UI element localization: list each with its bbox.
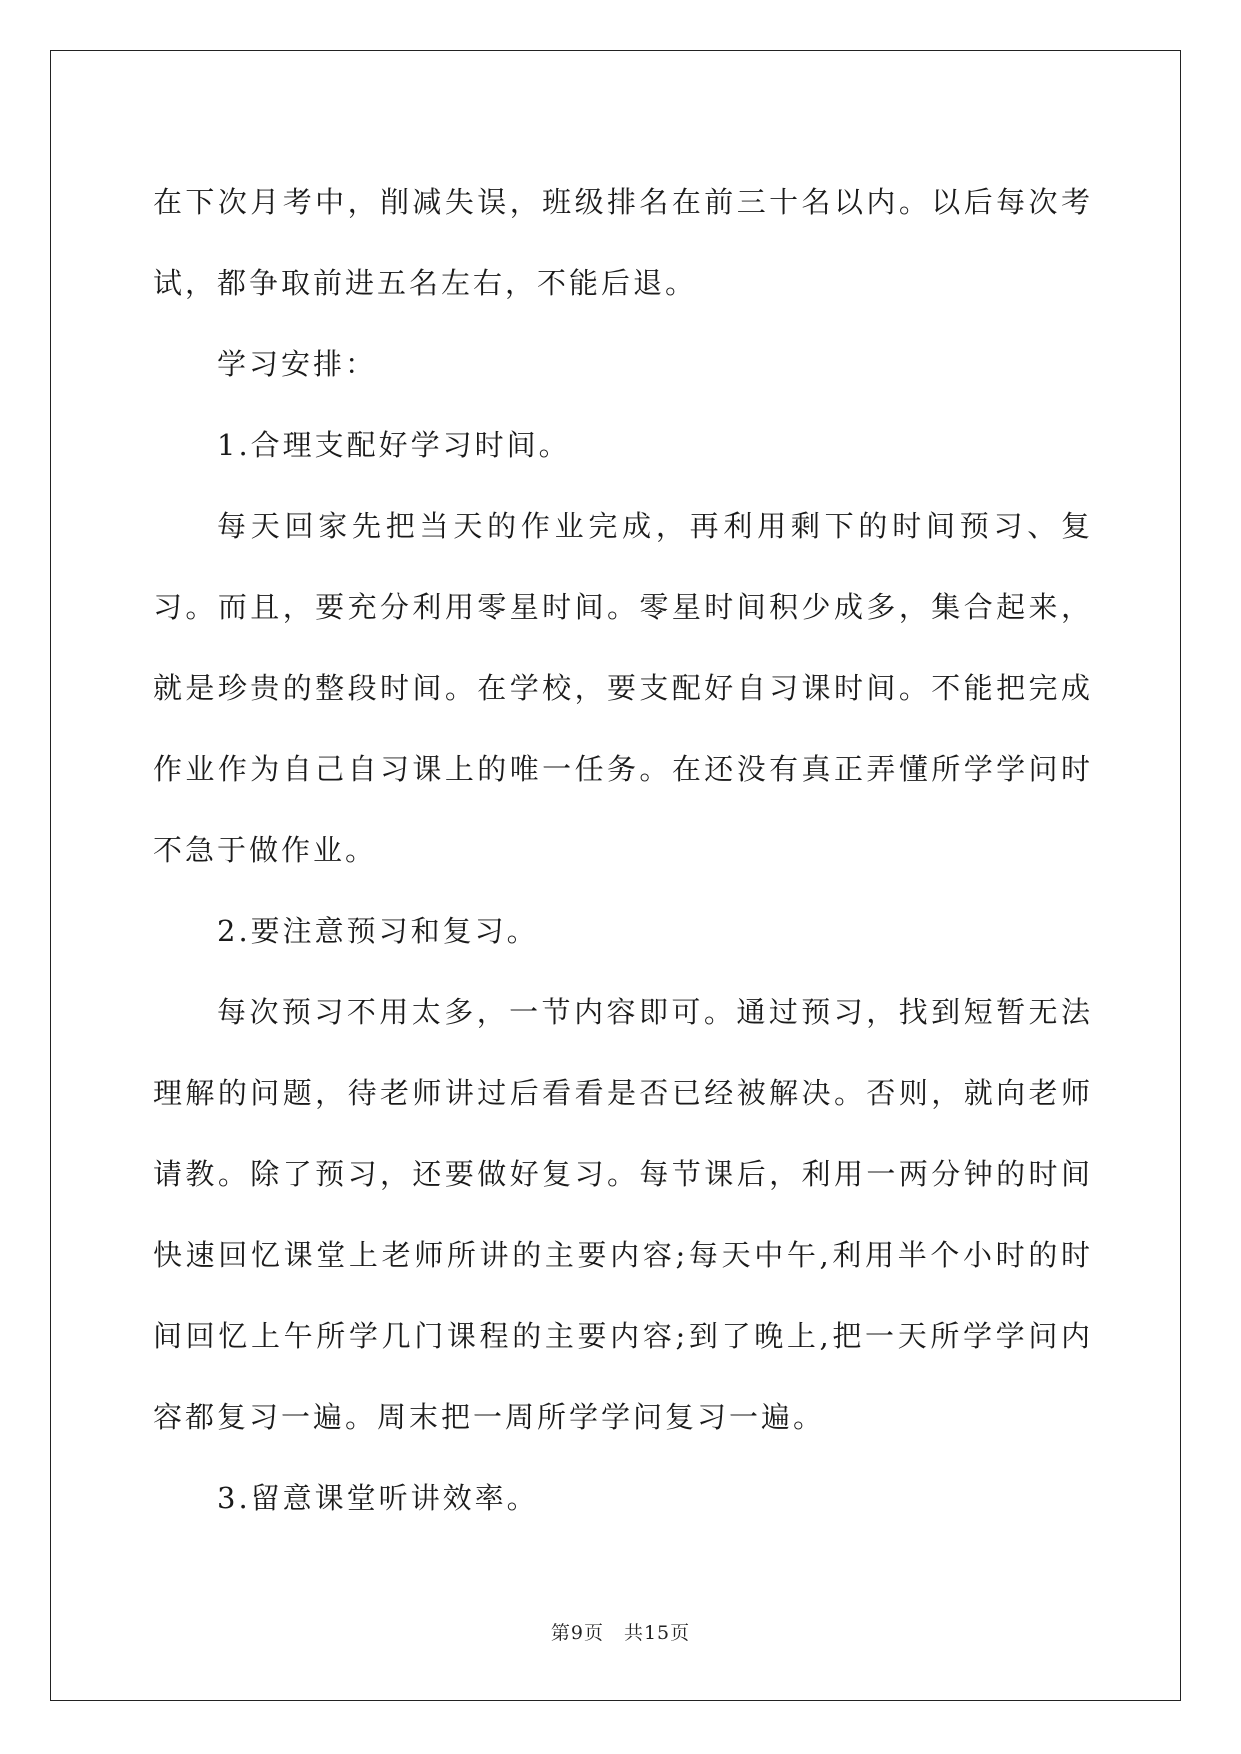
paragraph-7: 3.留意课堂听讲效率。 [217,1481,539,1515]
paragraph-5: 2.要注意预习和复习。 [217,914,539,948]
paragraph-4: 每天回家先把当天的作业完成，再利用剩下的时间预习、复习。而且，要充分利用零星时间。零星时间积少成多，集合起来，就是珍贵的整段时间。在学校，要支配好自习课时间。不能把完成作业作为自己自习课上的唯一任务。在还没有真正弄懂所学学问时不急于做作业。 [153,509,1093,867]
document-body [153,162,1093,1539]
page-footer [0,1618,1241,1645]
page-number-label: 第9页 共15页 [550,1622,691,1644]
paragraph-3: 1.合理支配好学习时间。 [217,428,571,462]
paragraph-2: 学习安排： [217,347,378,381]
paragraph-6: 每次预习不用太多，一节内容即可。通过预习，找到短暂无法理解的问题，待老师讲过后看看是否已经被解决。否则，就向老师请教。除了预习，还要做好复习。每节课后，利用一两分钟的时间快速回忆课堂上老师所讲的主要内容;每天中午,利用半个小时的时间回忆上午所学几门课程的主要内容;到了晚上,把一天所学学问内容都复习一遍。周末把一周所学学问复习一遍。 [153,995,1093,1434]
paragraph-1: 在下次月考中，削减失误，班级排名在前三十名以内。以后每次考试，都争取前进五名左右，不能后退。 [153,185,1093,300]
